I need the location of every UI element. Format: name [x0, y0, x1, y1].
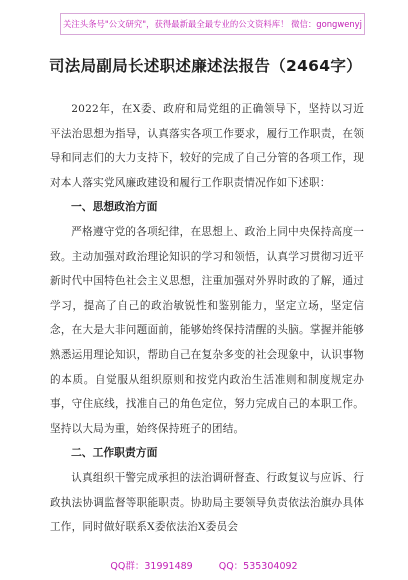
- qq-contact-label: QQ：535304092: [218, 561, 298, 572]
- intro-paragraph: 2022年，在X委、政府和局党组的正确领导下，坚持以习近平法治思想为指导，认真落实各项工作要求，履行工作职责，在领导和同志们的大力支持下，较好的完成了自己分管的各项工作，现对本人落实党风廉政建设和履行工作职责情况作如下述职：: [50, 103, 364, 189]
- political-paragraph: 严格遵守党的各项纪律，在思想上、政治上同中央保持高度一致。主动加强对政治理论知识的学习和领悟，认真学习贯彻习近平新时代中国特色社会主义思想，注重加强对外界时政的了解，通过学习，提高了自己的政治敏锐性和鉴别能力，坚定立场，坚定信念，在大是大非问题面前，能够始终保持清醒的头脑。掌握并能够熟悉运用理论知识，帮助自己在复杂多变的社会现象中，认识事物的本质。自觉服从组织原则和按党内政治生活准则和制度规定办事，守住底线，找准自己的角色定位，努力完成自己的本职工作。坚持以大局为重，始终保持班子的团结。: [50, 225, 364, 435]
- qq-group-label: QQ群：31991489: [110, 561, 193, 572]
- section-heading-duties: 二、工作职责方面: [71, 446, 158, 460]
- section-heading-political: 一、思想政治方面: [71, 200, 158, 214]
- contact-footer: [0, 558, 408, 574]
- duties-paragraph: 认真组织干警完成承担的法治调研督查、行政复议与应诉、行政执法协调监督等职能职责。协助局主要领导负责依法治旗办具体工作，同时做好联系X委依法治X委员会: [50, 471, 364, 534]
- document-title: 司法局副局长述职述廉述法报告（2464字）: [49, 57, 362, 75]
- promo-banner: 关注头条号"公文研究"，获得最新最全最专业的公文资料库！ 微信：gongwenyj: [60, 13, 365, 35]
- document-body: [50, 97, 364, 540]
